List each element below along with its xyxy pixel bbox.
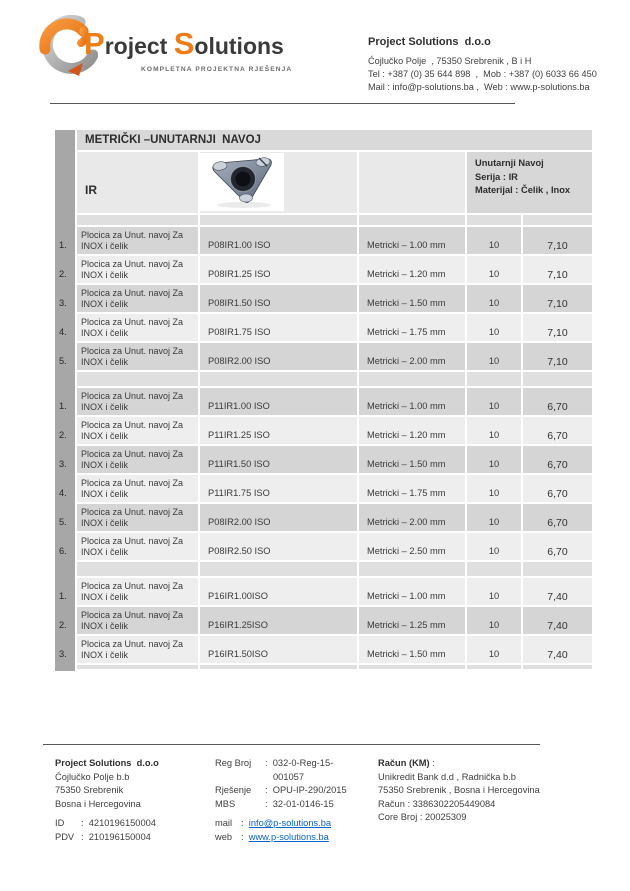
row-price: 7,10 (523, 285, 592, 314)
row-metric: Metricki – 1.75 mm (359, 475, 465, 504)
row-quantity: 10 (467, 533, 521, 562)
product-image-cell (200, 152, 357, 215)
number-strip (55, 130, 75, 152)
description-line-2: INOX i čelik (81, 621, 129, 631)
footer-mbs-row: MBS : 32-01-0146-15 (215, 798, 334, 809)
row-product-code: P08IR1.50 ISO (200, 285, 357, 314)
row-description (77, 636, 198, 665)
row-quantity: 10 (467, 446, 521, 475)
row-description (77, 285, 198, 314)
row-metric: Metricki – 2.00 mm (359, 504, 465, 533)
table-row (55, 388, 592, 417)
header-contact-block (368, 36, 623, 94)
header-mail-web: Mail : info@p-solutions.ba , Web : www.p-solutions.ba (368, 82, 590, 92)
row-quantity: 10 (467, 504, 521, 533)
number-strip (55, 215, 75, 227)
row-price: 7,40 (523, 607, 592, 636)
description-line-1: Plocica za Unut. navoj Za (81, 346, 184, 356)
description-line-1: Plocica za Unut. navoj Za (81, 581, 184, 591)
footer-company-name: Project Solutions d.o.o (55, 758, 159, 768)
table-spacer-row (55, 372, 592, 388)
row-product-code: P11IR1.75 ISO (200, 475, 357, 504)
table-title-row (55, 130, 592, 152)
row-description (77, 343, 198, 372)
table-row (55, 504, 592, 533)
footer-mail-link[interactable]: info@p-solutions.ba (248, 818, 332, 828)
header-empty-cell (359, 152, 465, 215)
header-phones: Tel : +387 (0) 35 644 898 , Mob : +387 (0) 6033 66 450 (368, 69, 597, 79)
description-line-2: INOX i čelik (81, 270, 129, 280)
table-row (55, 417, 592, 446)
logo-initial-p: P (84, 26, 105, 61)
product-image (200, 153, 284, 211)
series-label: IR (77, 152, 198, 215)
row-metric: Metricki – 1.00 mm (359, 578, 465, 607)
row-price: 6,70 (523, 475, 592, 504)
footer-bank-line: Core Broj : 20025309 (378, 812, 467, 822)
footer-address-line: Bosna i Hercegovina (55, 798, 141, 809)
row-number: 2. (55, 417, 75, 446)
description-line-2: INOX i čelik (81, 592, 129, 602)
row-number: 1. (55, 578, 75, 607)
description-line-2: INOX i čelik (81, 547, 129, 557)
table-row (55, 446, 592, 475)
row-metric: Metricki – 2.50 mm (359, 533, 465, 562)
row-price: 7,10 (523, 343, 592, 372)
footer-bank-line: 75350 Srebrenik , Bosna i Hercegovina (378, 785, 540, 795)
row-number: 2. (55, 607, 75, 636)
row-price: 6,70 (523, 388, 592, 417)
product-table (55, 130, 592, 671)
row-product-code: P16IR1.00ISO (200, 578, 357, 607)
row-metric: Metricki – 2.00 mm (359, 343, 465, 372)
row-description (77, 314, 198, 343)
row-description (77, 446, 198, 475)
table-row (55, 227, 592, 256)
row-number: 2. (55, 256, 75, 285)
footer-company-block (55, 757, 159, 844)
row-product-code: P08IR2.00 ISO (200, 504, 357, 533)
row-metric: Metricki – 1.20 mm (359, 417, 465, 446)
row-product-code: P16IR1.25ISO (200, 607, 357, 636)
description-line-2: INOX i čelik (81, 357, 129, 367)
table-row (55, 578, 592, 607)
description-line-2: INOX i čelik (81, 402, 129, 412)
row-product-code: P08IR2.50 ISO (200, 533, 357, 562)
description-line-1: Plocica za Unut. navoj Za (81, 391, 184, 401)
row-number: 5. (55, 504, 75, 533)
row-price: 6,70 (523, 504, 592, 533)
table-title: METRIČKI –UNUTARNJI NAVOJ (77, 130, 592, 152)
row-product-code: P11IR1.00 ISO (200, 388, 357, 417)
description-line-2: INOX i čelik (81, 489, 129, 499)
row-description (77, 578, 198, 607)
row-quantity: 10 (467, 475, 521, 504)
row-number: 5. (55, 343, 75, 372)
row-description (77, 533, 198, 562)
row-number: 6. (55, 533, 75, 562)
company-logo-wordmark: Project Solutions (84, 26, 284, 61)
info-line-materijal: Materijal : Čelik , Inox (475, 185, 571, 195)
footer-bank-block (378, 757, 540, 825)
row-quantity: 10 (467, 607, 521, 636)
row-description (77, 227, 198, 256)
logo-initial-s: S (173, 26, 195, 61)
row-metric: Metricki – 1.20 mm (359, 256, 465, 285)
row-metric: Metricki – 1.50 mm (359, 285, 465, 314)
logo-tagline: KOMPLETNA PROJEKTNA RJEŠENJA (141, 66, 293, 73)
footer-web-link[interactable]: www.p-solutions.ba (248, 831, 329, 842)
row-product-code: P08IR2.00 ISO (200, 343, 357, 372)
row-product-code: P08IR1.75 ISO (200, 314, 357, 343)
info-line-navoj: Unutarnji Navoj (475, 158, 544, 168)
row-product-code: P08IR1.00 ISO (200, 227, 357, 256)
description-line-1: Plocica za Unut. navoj Za (81, 610, 184, 620)
row-price: 7,10 (523, 227, 592, 256)
table-row (55, 636, 592, 665)
row-product-code: P16IR1.50ISO (200, 636, 357, 665)
row-price: 7,40 (523, 578, 592, 607)
table-row (55, 533, 592, 562)
table-spacer-row (55, 665, 592, 671)
description-line-1: Plocica za Unut. navoj Za (81, 536, 184, 546)
table-row (55, 314, 592, 343)
row-metric: Metricki – 1.00 mm (359, 388, 465, 417)
description-line-1: Plocica za Unut. navoj Za (81, 259, 184, 269)
row-quantity: 10 (467, 388, 521, 417)
table-spacer-row (55, 215, 592, 227)
series-info-cell (467, 152, 592, 215)
number-strip (55, 665, 75, 671)
footer-regbroj-row: Reg Broj : 032-0-Reg-15- (215, 758, 334, 768)
row-metric: Metricki – 1.50 mm (359, 446, 465, 475)
description-line-1: Plocica za Unut. navoj Za (81, 639, 184, 649)
row-description (77, 417, 198, 446)
row-number: 3. (55, 285, 75, 314)
table-row (55, 256, 592, 285)
table-row (55, 285, 592, 314)
row-description (77, 607, 198, 636)
row-price: 7,10 (523, 314, 592, 343)
row-quantity: 10 (467, 417, 521, 446)
description-line-1: Plocica za Unut. navoj Za (81, 507, 184, 517)
row-metric: Metricki – 1.75 mm (359, 314, 465, 343)
description-line-2: INOX i čelik (81, 431, 129, 441)
footer-bank-line: Unikredit Bank d.d , Radnička b.b (378, 771, 516, 782)
number-strip (55, 372, 75, 388)
row-quantity: 10 (467, 314, 521, 343)
row-price: 6,70 (523, 533, 592, 562)
footer-address-line: Ćojlučko Polje b.b (55, 771, 130, 782)
description-line-2: INOX i čelik (81, 241, 129, 251)
footer-divider (43, 744, 540, 745)
table-row (55, 607, 592, 636)
row-quantity: 10 (467, 636, 521, 665)
row-quantity: 10 (467, 343, 521, 372)
row-number: 1. (55, 227, 75, 256)
row-quantity: 10 (467, 578, 521, 607)
description-line-1: Plocica za Unut. navoj Za (81, 288, 184, 298)
row-metric: Metricki – 1.25 mm (359, 607, 465, 636)
footer-web-row: web : www.p-solutions.ba (215, 831, 329, 842)
table-rows (55, 215, 592, 671)
table-row (55, 343, 592, 372)
footer-regbroj-wrap: 001057 (273, 771, 305, 782)
description-line-2: INOX i čelik (81, 460, 129, 470)
table-header-row (55, 152, 592, 215)
footer-address-line: 75350 Srebrenik (55, 785, 124, 795)
row-product-code: P08IR1.25 ISO (200, 256, 357, 285)
header-company-name: Project Solutions d.o.o (368, 36, 491, 48)
row-description (77, 256, 198, 285)
description-line-2: INOX i čelik (81, 518, 129, 528)
row-description (77, 504, 198, 533)
footer-bank-line: Račun : 3386302205449084 (378, 798, 496, 809)
footer-id-row: ID : 4210196150004 (55, 818, 156, 828)
number-strip (55, 562, 75, 578)
row-number: 4. (55, 475, 75, 504)
footer-racun-title: Račun (KM) : (378, 758, 435, 768)
info-line-serija: Serija : IR (475, 171, 518, 182)
table-spacer-row (55, 562, 592, 578)
description-line-2: INOX i čelik (81, 650, 129, 660)
row-metric: Metricki – 1.00 mm (359, 227, 465, 256)
number-strip (55, 152, 75, 215)
row-number: 3. (55, 636, 75, 665)
row-number: 3. (55, 446, 75, 475)
row-metric: Metricki – 1.50 mm (359, 636, 465, 665)
footer-rjesenje-row: Rješenje : OPU-IP-290/2015 (215, 785, 347, 795)
row-product-code: P11IR1.25 ISO (200, 417, 357, 446)
row-quantity: 10 (467, 285, 521, 314)
footer-mail-row: mail : info@p-solutions.ba (215, 818, 332, 828)
description-line-2: INOX i čelik (81, 328, 129, 338)
row-description (77, 388, 198, 417)
table-row (55, 475, 592, 504)
header-divider (50, 103, 515, 104)
description-line-1: Plocica za Unut. navoj Za (81, 317, 184, 327)
footer-registry-block (215, 757, 347, 844)
row-price: 6,70 (523, 446, 592, 475)
row-number: 1. (55, 388, 75, 417)
row-quantity: 10 (467, 256, 521, 285)
row-number: 4. (55, 314, 75, 343)
row-quantity: 10 (467, 227, 521, 256)
row-price: 6,70 (523, 417, 592, 446)
row-price: 7,40 (523, 636, 592, 665)
row-price: 7,10 (523, 256, 592, 285)
row-description (77, 475, 198, 504)
footer-pdv-row: PDV : 210196150004 (55, 831, 151, 842)
description-line-1: Plocica za Unut. navoj Za (81, 478, 184, 488)
description-line-1: Plocica za Unut. navoj Za (81, 449, 184, 459)
description-line-2: INOX i čelik (81, 299, 129, 309)
description-line-1: Plocica za Unut. navoj Za (81, 420, 184, 430)
header-address: Ćojlučko Polje , 75350 Srebrenik , B i H (368, 56, 532, 66)
description-line-1: Plocica za Unut. navoj Za (81, 230, 184, 240)
row-product-code: P11IR1.50 ISO (200, 446, 357, 475)
